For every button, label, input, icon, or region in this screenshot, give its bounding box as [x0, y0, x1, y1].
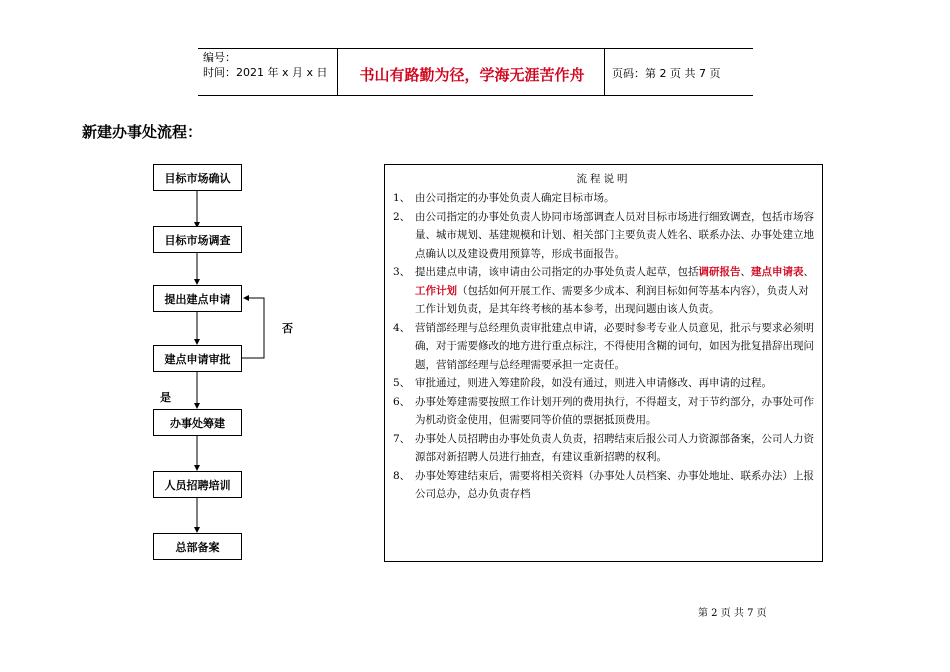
header-page-code: 页码：第 2 页 共 7 页 [612, 67, 721, 80]
text-run: 办事处筹建需要按照工作计划开列的费用执行，不得超支，对于节约部分，办事处可作为机动资金使用，但需要同等价值的票据抵顶费用。 [415, 395, 814, 426]
flow-step-application-approval: 建点申请审批 [153, 345, 242, 372]
flow-step-submit-application: 提出建点申请 [153, 285, 242, 312]
explanation-list [393, 189, 818, 504]
flow-step-recruitment-training: 人员招聘培训 [153, 471, 242, 498]
explanation-item-text [415, 208, 818, 264]
explanation-item [393, 208, 818, 264]
explanation-item-text [415, 319, 818, 375]
explanation-item-number: 7、 [393, 432, 411, 445]
highlighted-term: 调研报告 [698, 266, 741, 278]
explanation-item-number: 3、 [393, 266, 411, 278]
explanation-item-text [415, 189, 818, 208]
flow-label-no: 否 [282, 322, 293, 335]
explanation-item [393, 189, 818, 208]
explanation-item-number: 1、 [393, 192, 411, 204]
text-run: 办事处筹建结束后，需要将相关资料（办事处人员档案、办事处地址、联系办法）上报公司总办，总办负责存档 [415, 469, 814, 500]
process-explanation-panel [384, 164, 823, 562]
text-run: 审批通过，则进入筹建阶段，如没有通过，则进入申请修改、再申请的过程。 [415, 377, 772, 389]
explanation-item [393, 374, 818, 393]
doc-time-label: 时间：2021 年 x 月 x 日 [203, 66, 328, 79]
explanation-item [393, 467, 818, 504]
text-run: （包括如何开展工作、需要多少成本、利润目标如何等基本内容），负责人对工作计划负责，是其年终考核的基本参考，出现问题由该人负责。 [415, 284, 809, 315]
flow-step-target-market-confirm: 目标市场确认 [153, 164, 242, 191]
page-footer: 第 2 页 共 7 页 [698, 608, 767, 619]
flow-step-office-setup: 办事处筹建 [153, 409, 242, 436]
text-run: 由公司指定的办事处负责人确定目标市场。 [415, 192, 615, 204]
explanation-item-number: 8、 [393, 469, 411, 482]
doc-number-label: 编号： [203, 51, 236, 64]
explanation-item-text [415, 467, 818, 504]
explanation-item-text [415, 393, 818, 430]
text-run: 由公司指定的办事处负责人协同市场部调查人员对目标市场进行细致调查，包括市场容量、城市规划、基建规模和计划、相关部门主要负责人姓名、联系办法、办事处建立地点确认以及建设费用预算等，形成书面报告。 [415, 210, 814, 260]
explanation-item-number: 6、 [393, 395, 411, 408]
flow-step-market-survey: 目标市场调查 [153, 226, 242, 253]
highlighted-term: 建点申请表 [751, 266, 804, 278]
text-run: 办事处人员招聘由办事处负责人负责，招聘结束后报公司人力资源部备案，公司人力资源部对新招聘人员进行抽查，有建议重新招聘的权利。 [415, 432, 814, 463]
explanation-item [393, 430, 818, 467]
explanation-item-text [415, 374, 818, 393]
explanation-item-text [415, 263, 818, 319]
section-title: 新建办事处流程： [82, 123, 203, 141]
flow-step-hq-filing: 总部备案 [153, 533, 242, 560]
panel-title: 流程说明 [576, 173, 631, 185]
explanation-item-number: 2、 [393, 210, 411, 223]
explanation-item-text [415, 430, 818, 467]
text-run: 营销部经理与总经理负责审批建点申请，必要时参考专业人员意见，批示与要求必须明确，对于需要修改的地方进行重点标注，不得使用含糊的词句，如因为批复措辞出现问题，营销部经理与总经理需要承担一定责任。 [415, 321, 814, 371]
explanation-item [393, 393, 818, 430]
header-motto: 书山有路勤为径，学海无涯苦作舟 [359, 66, 585, 84]
explanation-item-number: 4、 [393, 321, 411, 334]
explanation-item [393, 319, 818, 375]
explanation-item-number: 5、 [393, 377, 411, 389]
feedback-loop-no [242, 298, 264, 358]
text-run: 、 [803, 266, 814, 278]
explanation-item [393, 263, 818, 319]
text-run: 、 [740, 266, 751, 278]
highlighted-term: 工作计划 [415, 284, 457, 297]
text-run: 提出建点申请，该申请由公司指定的办事处负责人起草，包括 [415, 266, 699, 278]
flow-label-yes: 是 [160, 391, 171, 404]
